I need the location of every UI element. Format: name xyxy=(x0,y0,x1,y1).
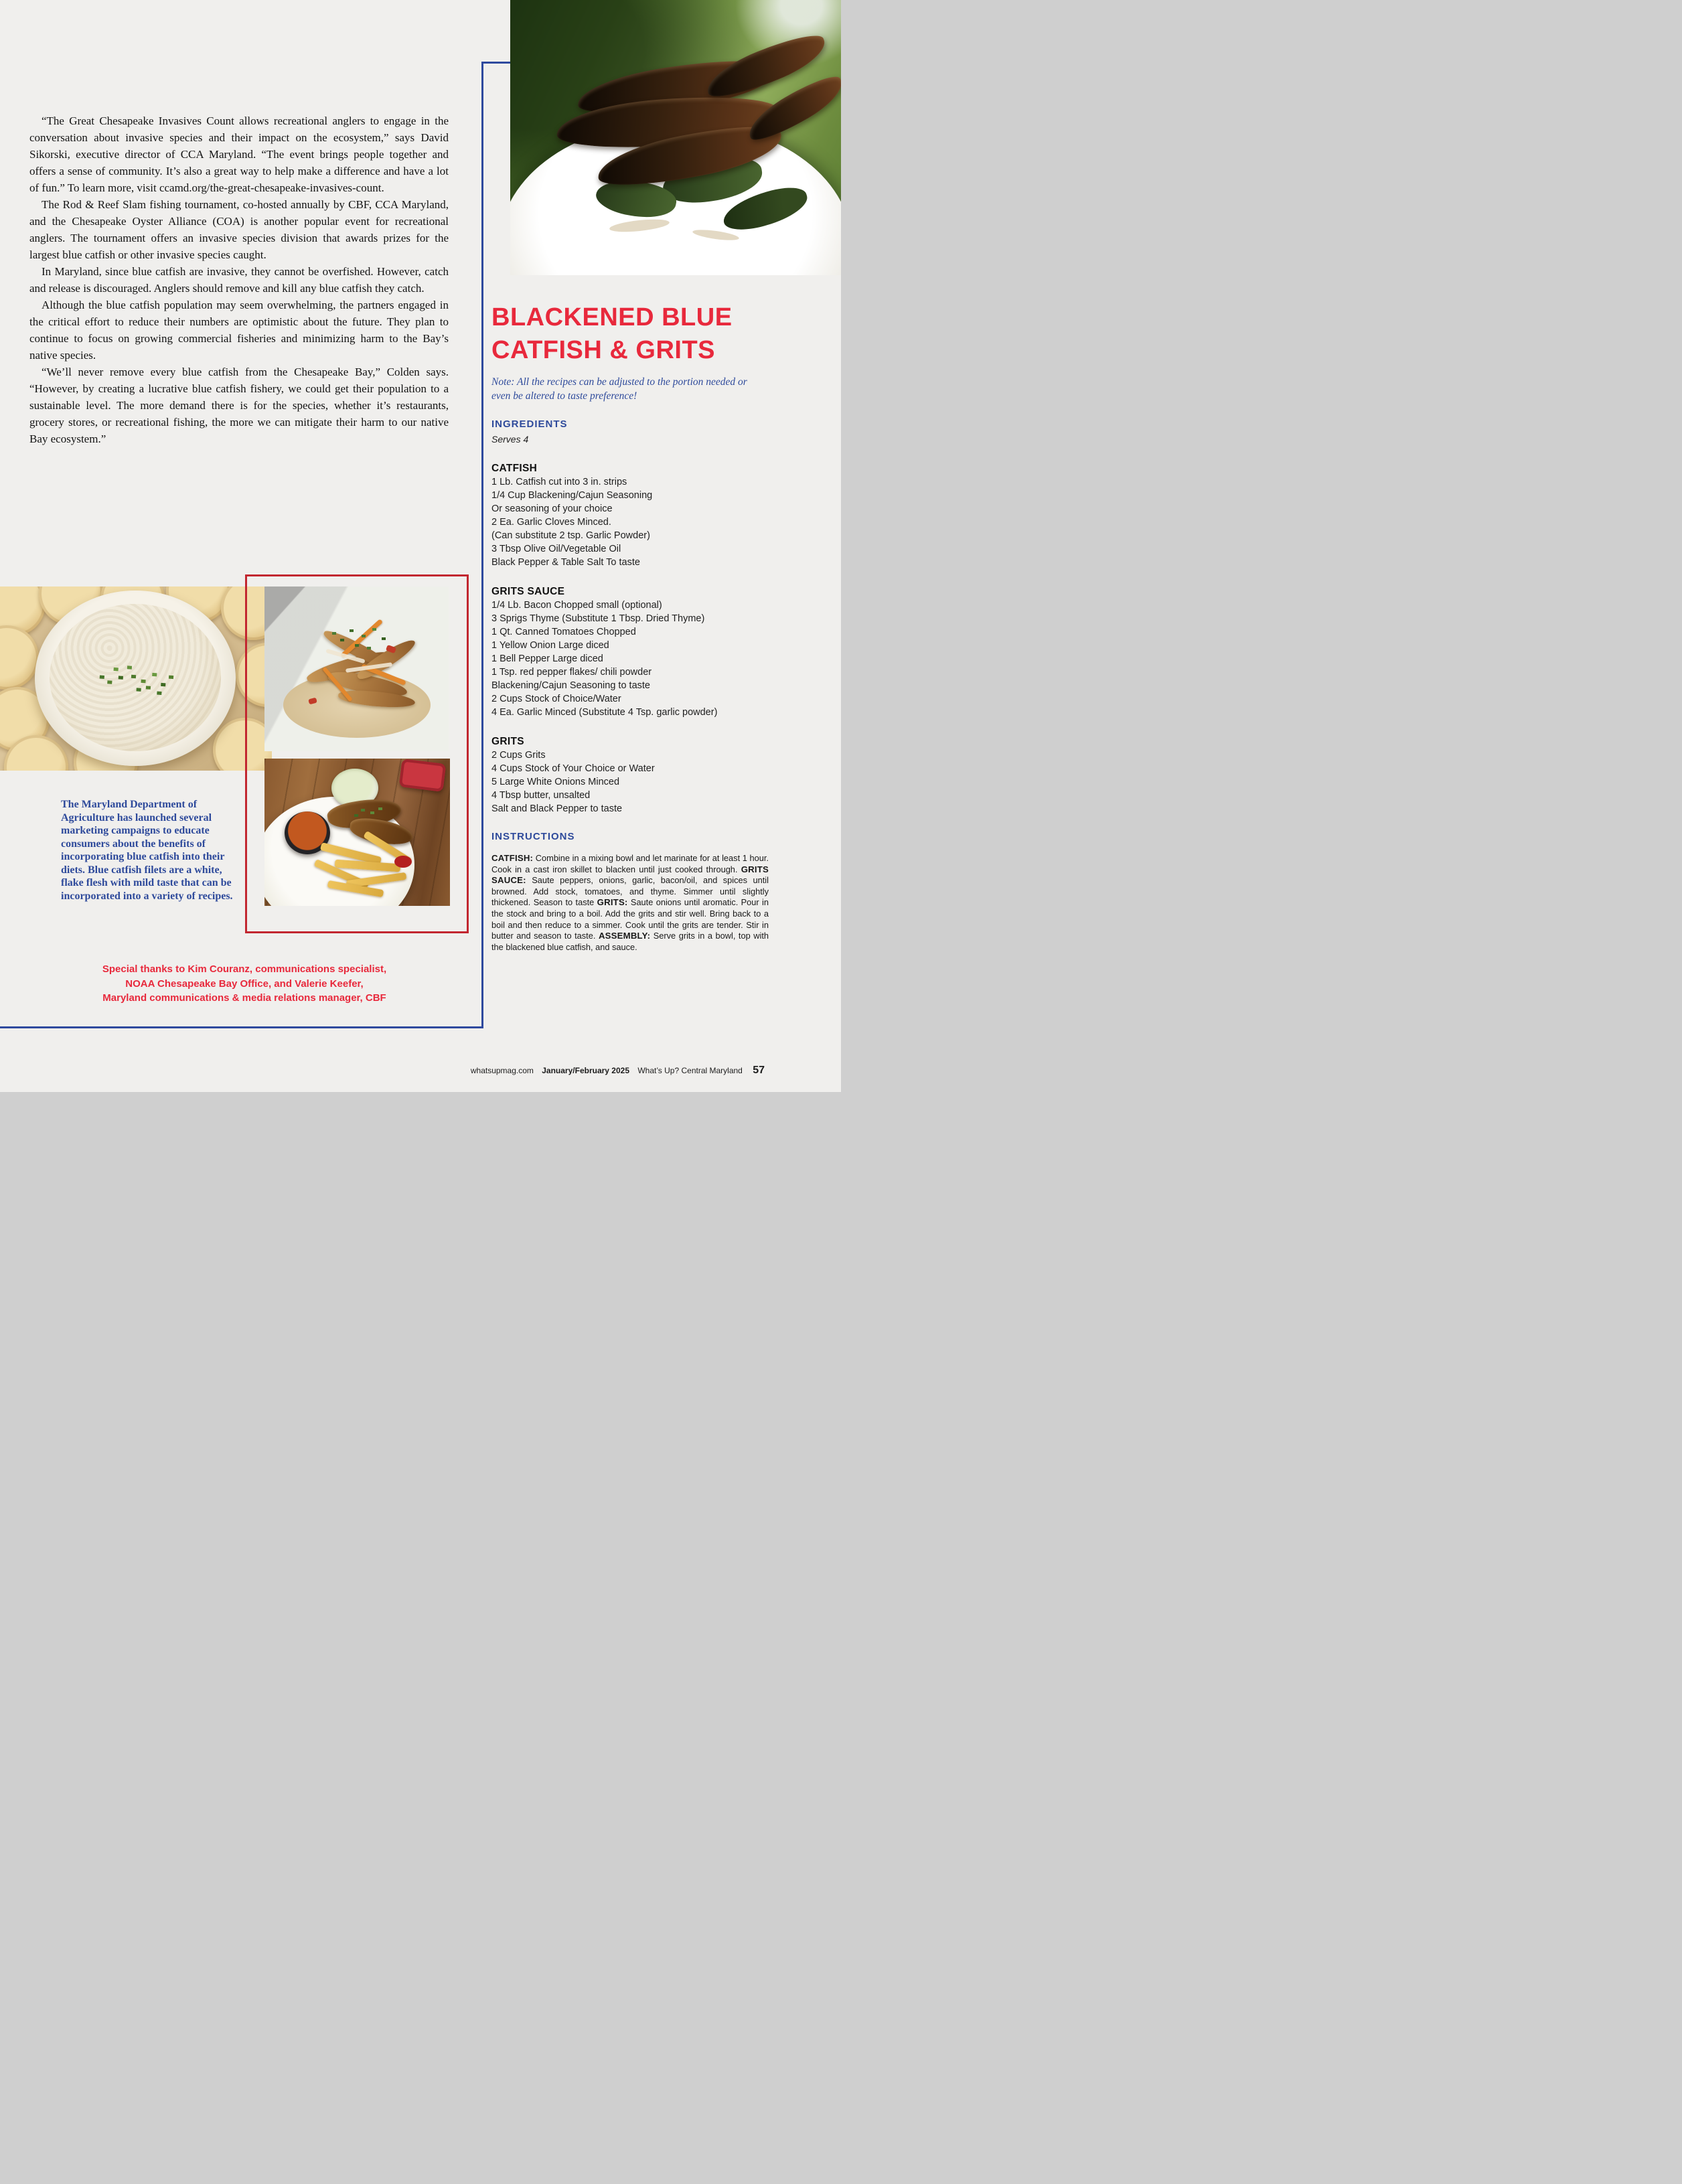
ingredient-item: 2 Cups Stock of Choice/Water xyxy=(491,694,621,704)
fried-catfish-platter-photo xyxy=(264,759,450,906)
instruction-label-grits: GRITS: xyxy=(597,897,628,908)
blackened-catfish-plate-photo xyxy=(510,0,841,275)
ingredient-item: 3 Tbsp Olive Oil/Vegetable Oil xyxy=(491,544,621,554)
footer-issue: January/February 2025 xyxy=(542,1066,629,1075)
section-heading-catfish: CATFISH xyxy=(491,463,538,474)
recipe-title xyxy=(491,301,769,367)
maryland-agriculture-callout: The Maryland Department of Agriculture has launched several marketing campaigns to educate consumers about the benefits of incorporating blue catfish into their diets. Blue catfish filets are a white, flake flesh with mild taste that can be incorporated into a variety of recipes. xyxy=(61,799,233,902)
catfish-entree-photo xyxy=(264,587,449,751)
footer-page-number: 57 xyxy=(753,1065,765,1076)
ingredient-item: 2 Cups Grits xyxy=(491,750,546,761)
ingredient-item: 5 Large White Onions Minced xyxy=(491,777,620,787)
instructions-text xyxy=(491,853,769,953)
serves-label: Serves 4 xyxy=(491,434,529,445)
cracker-shape xyxy=(0,625,39,690)
ingredient-item: 4 Tbsp butter, unsalted xyxy=(491,790,591,801)
article-paragraph: “The Great Chesapeake Invasives Count allows recreational anglers to engage in the conversation about invasive species and their impact on the ecosystem,” says David Sikorski, executive director of CCA Maryland. “The event brings people together and offers a sense of community. It’s also a great way to help make a difference and have a lot of fun.” To learn more, visit ccamd.org/the-great-chesapeake-invasives-count. xyxy=(29,114,449,194)
instructions-heading: INSTRUCTIONS xyxy=(491,831,575,842)
recipe-title-line2: CATFISH & GRITS xyxy=(491,336,716,364)
herb-garnish-shape xyxy=(361,809,365,811)
cilantro-garnish-shape xyxy=(350,629,354,632)
ingredient-item: Salt and Black Pepper to taste xyxy=(491,803,623,814)
instruction-label-catfish: CATFISH: xyxy=(491,853,534,863)
ingredient-item: Or seasoning of your choice xyxy=(491,503,613,514)
section-heading-grits: GRITS xyxy=(491,736,524,747)
ingredient-item: Blackening/Cajun Seasoning to taste xyxy=(491,680,650,691)
credits-line: Special thanks to Kim Couranz, communications specialist, xyxy=(102,963,387,975)
ingredient-item: 1 Bell Pepper Large diced xyxy=(491,653,603,664)
instruction-step: Serve grits in a bowl, top with the blackened blue catfish, and sauce. xyxy=(491,931,769,952)
recipe-note: Note: All the recipes can be adjusted to the portion needed or even be altered to taste preference! xyxy=(491,376,747,402)
dip-and-crackers-photo xyxy=(0,587,272,771)
instruction-step: Saute peppers, onions, garlic, bacon/oil, and spices until browned. Add stock, tomatoes, and thyme. Simmer until slightly thickened. Season to taste xyxy=(491,875,769,908)
section-heading-grits-sauce: GRITS SAUCE xyxy=(491,586,565,597)
bottom-rule xyxy=(0,1026,483,1028)
instruction-step: Saute onions until aromatic. Pour in the stock and bring to a boil. Add the grits and stir well. Bring back to a boil and then reduce to a simmer. Cook until the grits are tender. Stir in butter and season to taste. xyxy=(491,897,769,941)
ingredient-item: 1 Qt. Canned Tomatoes Chopped xyxy=(491,627,636,637)
instruction-step: Combine in a mixing bowl and let marinate for at least 1 hour. Cook in a cast iron skillet to blacken until just cooked through. xyxy=(491,853,769,874)
instruction-label-grits-sauce: GRITS SAUCE: xyxy=(491,864,769,886)
ingredient-item: 1 Lb. Catfish cut into 3 in. strips xyxy=(491,477,627,487)
ingredient-item: 3 Sprigs Thyme (Substitute 1 Tbsp. Dried Thyme) xyxy=(491,613,705,624)
article-paragraph: In Maryland, since blue catfish are invasive, they cannot be overfished. However, catch and release is discouraged. Anglers should remove and kill any blue catfish they catch. xyxy=(29,265,449,295)
herb-garnish-shape xyxy=(131,675,136,678)
ingredient-item: 1/4 Lb. Bacon Chopped small (optional) xyxy=(491,600,662,611)
ketchup-blob-shape xyxy=(394,856,412,868)
footer-magazine-name: What’s Up? Central Maryland xyxy=(637,1066,743,1075)
column-divider-rule xyxy=(481,62,483,1028)
ingredient-item: 4 Cups Stock of Your Choice or Water xyxy=(491,763,655,774)
article-body xyxy=(29,112,449,447)
ingredient-item: 1 Tsp. red pepper flakes/ chili powder xyxy=(491,667,652,678)
instruction-label-assembly: ASSEMBLY: xyxy=(598,931,651,941)
credits-line: NOAA Chesapeake Bay Office, and Valerie Keefer, xyxy=(125,978,364,990)
ingredient-item: 1/4 Cup Blackening/Cajun Seasoning xyxy=(491,490,653,501)
recipe-sidebar xyxy=(491,301,769,953)
ingredient-item: Black Pepper & Table Salt To taste xyxy=(491,557,640,568)
ingredient-item: 2 Ea. Garlic Cloves Minced. xyxy=(491,517,611,528)
ingredient-item: 1 Yellow Onion Large diced xyxy=(491,640,609,651)
article-paragraph: “We’ll never remove every blue catfish from the Chesapeake Bay,” Colden says. “However, by creating a lucrative blue catfish fishery, we could get their population to a sustainable level. The more demand there is for the species, whether it’s restaurants, grocery stores, or recreational fishing, the more we can mitigate their harm to our native Bay ecosystem.” xyxy=(29,366,449,445)
article-paragraph: Although the blue catfish population may seem overwhelming, the partners engaged in the critical effort to reduce their numbers are optimistic about the future. They plan to continue to focus on growing commercial fisheries and minimizing harm to the Bay’s native species. xyxy=(29,299,449,362)
ingredient-item: (Can substitute 2 tsp. Garlic Powder) xyxy=(491,530,650,541)
credits-note xyxy=(39,962,450,1006)
ingredients-heading: INGREDIENTS xyxy=(491,418,568,430)
page-footer xyxy=(335,1065,765,1077)
article-paragraph: The Rod & Reef Slam fishing tournament, co-hosted annually by CBF, CCA Maryland, and the Chesapeake Oyster Alliance (COA) is another popular event for recreational anglers. The tournament offers an invasive species division that awards prizes for the largest blue catfish or other invasive species caught. xyxy=(29,198,449,261)
credits-line: Maryland communications & media relations manager, CBF xyxy=(102,992,386,1004)
smartphone-shape xyxy=(399,759,447,792)
ingredient-item: 4 Ea. Garlic Minced (Substitute 4 Tsp. garlic powder) xyxy=(491,707,718,718)
footer-site: whatsupmag.com xyxy=(470,1066,534,1075)
recipe-title-line1: BLACKENED BLUE xyxy=(491,303,733,331)
magazine-page xyxy=(0,0,841,1092)
